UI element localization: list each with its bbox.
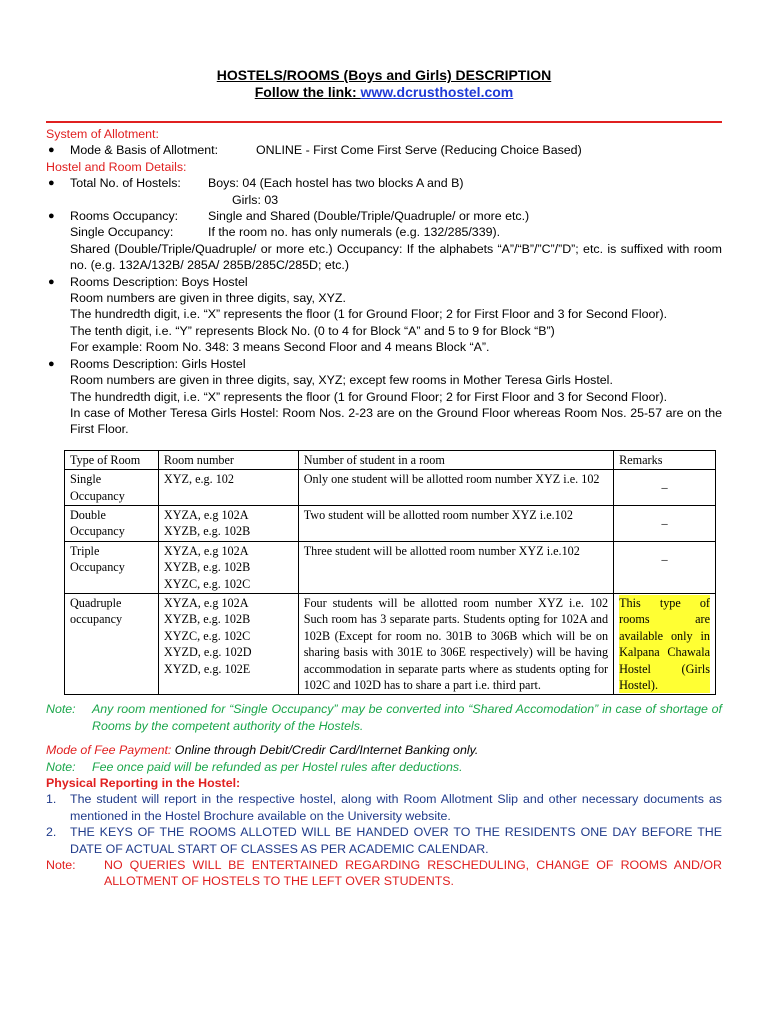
list-item [46, 824, 722, 857]
single-occupancy-row [46, 224, 722, 240]
room-type-cell: Triple Occupancy [65, 541, 159, 593]
title-text: HOSTELS/ROOMS (Boys and Girls) DESCRIPTION [216, 67, 552, 83]
single-value: If the room no. has only numerals (e.g. 132/285/339). [208, 225, 501, 240]
mode-label: Mode & Basis of Allotment: [70, 143, 219, 158]
follow-link-line [0, 84, 768, 101]
room-number-cell [158, 541, 298, 593]
note-label: Note: [46, 858, 76, 873]
note-label: Note: [46, 759, 76, 774]
girls-line: Room numbers are given in three digits, say, XYZ; except few rooms in Mother Teresa Girls Hostel. [70, 373, 613, 388]
boys-line: For example: Room No. 348: 3 means Second Floor and 4 means Block “A”. [70, 340, 490, 355]
header-cell: Room number [158, 450, 298, 469]
remark-text: _ [661, 547, 668, 562]
room-types-table [64, 450, 716, 696]
header-divider [46, 121, 722, 123]
total-label: Total No. of Hostels: [70, 176, 181, 191]
highlighted-remark: This type of rooms are available only in Kalpana Chawala Hostel (Girls Hostel). [619, 595, 710, 692]
boys-line: The tenth digit, i.e. “Y” represents Block No. (0 to 4 for Block “A” and 5 to 9 for Block “B”) [70, 323, 555, 338]
fee-payment-line [46, 742, 722, 758]
room-number-cell [158, 470, 298, 506]
bullet-icon: ● [48, 144, 55, 157]
room-number-line: XYZB, e.g. 102B [163, 612, 251, 627]
table-row [65, 505, 716, 541]
bullet-icon: ● [48, 177, 55, 190]
item-number: 1. [46, 792, 57, 807]
remarks-cell [614, 470, 716, 506]
room-number-cell [158, 593, 298, 694]
follow-prefix: Follow the link: [254, 84, 361, 100]
allotment-heading: System of Allotment: [46, 127, 159, 141]
student-count-cell: Only one student will be allotted room number XYZ i.e. 102 [298, 470, 613, 506]
shared-occupancy-text: Shared (Double/Triple/Quadruple/ or more etc.) Occupancy: If the alphabets “A”/“B”/”C”/”D”; etc. is suffixed with room no. (e.g. 132A/132B/ 285A/ 285B/285C/285D; etc.) [70, 241, 722, 273]
table-header-row [65, 450, 716, 469]
room-number-line: XYZB, e.g. 102B [163, 560, 251, 575]
student-count-cell: Two student will be allotted room number XYZ i.e.102 [298, 505, 613, 541]
details-heading: Hostel and Room Details: [46, 159, 187, 174]
student-count-cell: Three student will be allotted room number XYZ i.e.102 [298, 541, 613, 593]
occupancy-note [46, 701, 722, 734]
boys-line: Room numbers are given in three digits, say, XYZ. [70, 291, 346, 306]
list-item [46, 791, 722, 824]
room-number-line: XYZA, e.g 102A [163, 507, 249, 522]
reporting-heading: Physical Reporting in the Hostel: [46, 776, 241, 791]
header-cell: Number of student in a room [298, 450, 613, 469]
header-cell: Type of Room [65, 450, 159, 469]
occupancy-row [46, 208, 722, 224]
mode-value: ONLINE - First Come First Serve (Reducing Choice Based) [256, 143, 582, 158]
table-row [65, 541, 716, 593]
room-number-line: XYZC, e.g. 102C [163, 628, 251, 643]
girls-line: In case of Mother Teresa Girls Hostel: Room Nos. 2-23 are on the Ground Floor whereas Room Nos. 25-57 are on the First Floor. [70, 405, 722, 437]
room-type-cell: Single Occupancy [65, 470, 159, 506]
note-text: Any room mentioned for “Single Occupancy” may be converted into “Shared Accomodation” in case of shortage of Rooms by the competent authority of the Hostels. [92, 702, 722, 733]
hostel-website-link[interactable]: www.dcrusthostel.com [360, 84, 514, 100]
note-label: Note: [46, 702, 76, 717]
student-count-cell: Four students will be allotted room number XYZ i.e. 102 Such room has 3 separate parts. Students opting for 102A and 102B (Except for room no. 301B to 306B which will be on sharing basis with 301E to 306E respectively) will be having accommodation in separate parts where as students opting for 102C and 102D has to share a part i.e. third part. [298, 593, 613, 694]
girls-count: Girls: 03 [232, 192, 279, 207]
room-number-line: XYZA, e.g 102A [163, 543, 249, 558]
remarks-cell [614, 505, 716, 541]
item-text: THE KEYS OF THE ROOMS ALLOTED WILL BE HANDED OVER TO THE RESIDENTS ONE DAY BEFORE THE DATE OF ACTUAL START OF CLASSES AS PER ACADEMIC CALENDAR. [70, 825, 722, 856]
final-note [46, 857, 722, 890]
bullet-icon: ● [48, 210, 55, 223]
fee-value: Online through Debit/Credir Card/Internet Banking only. [171, 743, 479, 758]
allotment-mode-row [46, 142, 722, 158]
item-text: The student will report in the respective hostel, along with Room Allotment Slip and other necessary documents as mentioned in the Hostel Brochure available on the University website. [70, 792, 722, 823]
final-note-text: NO QUERIES WILL BE ENTERTAINED REGARDING RESCHEDULING, CHANGE OF ROOMS AND/OR ALLOTMENT OF HOSTELS TO THE LEFT OVER STUDENTS. [104, 858, 722, 889]
boys-title-text: Rooms Description: Boys Hostel [70, 274, 248, 289]
room-type-cell: Double Occupancy [65, 505, 159, 541]
header-cell: Remarks [614, 450, 716, 469]
boys-description-title [46, 274, 722, 290]
room-number-cell [158, 505, 298, 541]
occupancy-label: Rooms Occupancy: [70, 209, 179, 224]
room-number-line: XYZD, e.g. 102D [163, 645, 252, 660]
boys-count: Boys: 04 (Each hostel has two blocks A and B) [208, 176, 464, 191]
room-number-line: XYZ, e.g. 102 [163, 472, 234, 487]
room-type-cell: Quadruple occupancy [65, 593, 159, 694]
bullet-icon: ● [48, 357, 55, 370]
remark-text: _ [661, 476, 668, 491]
table-row [65, 593, 716, 694]
refund-note [46, 759, 722, 775]
bullet-icon: ● [48, 275, 55, 288]
room-number-line: XYZC, e.g. 102C [163, 576, 251, 591]
total-hostels-row [46, 175, 722, 191]
single-label: Single Occupancy: [70, 225, 174, 240]
item-number: 2. [46, 825, 57, 840]
remarks-cell [614, 541, 716, 593]
room-number-line: XYZD, e.g. 102E [163, 661, 251, 676]
note-text: Fee once paid will be refunded as per Hostel rules after deductions. [92, 759, 463, 774]
room-number-line: XYZA, e.g 102A [163, 595, 249, 610]
room-number-line: XYZB, e.g. 102B [163, 524, 251, 539]
girls-line: The hundredth digit, i.e. “X” represents the floor (1 for Ground Floor; 2 for First Floor and 3 for Second Floor). [70, 389, 668, 404]
remarks-cell [614, 593, 716, 694]
fee-label: Mode of Fee Payment: [46, 743, 172, 758]
table-row [65, 470, 716, 506]
remark-text: _ [661, 511, 668, 526]
page-title [0, 67, 768, 84]
boys-line: The hundredth digit, i.e. “X” represents the floor (1 for Ground Floor; 2 for First Floor and 3 for Second Floor). [70, 307, 668, 322]
document-body [46, 126, 722, 890]
girls-title-text: Rooms Description: Girls Hostel [70, 356, 246, 371]
girls-description-title [46, 356, 722, 372]
occupancy-value: Single and Shared (Double/Triple/Quadruple/ or more etc.) [208, 209, 530, 224]
